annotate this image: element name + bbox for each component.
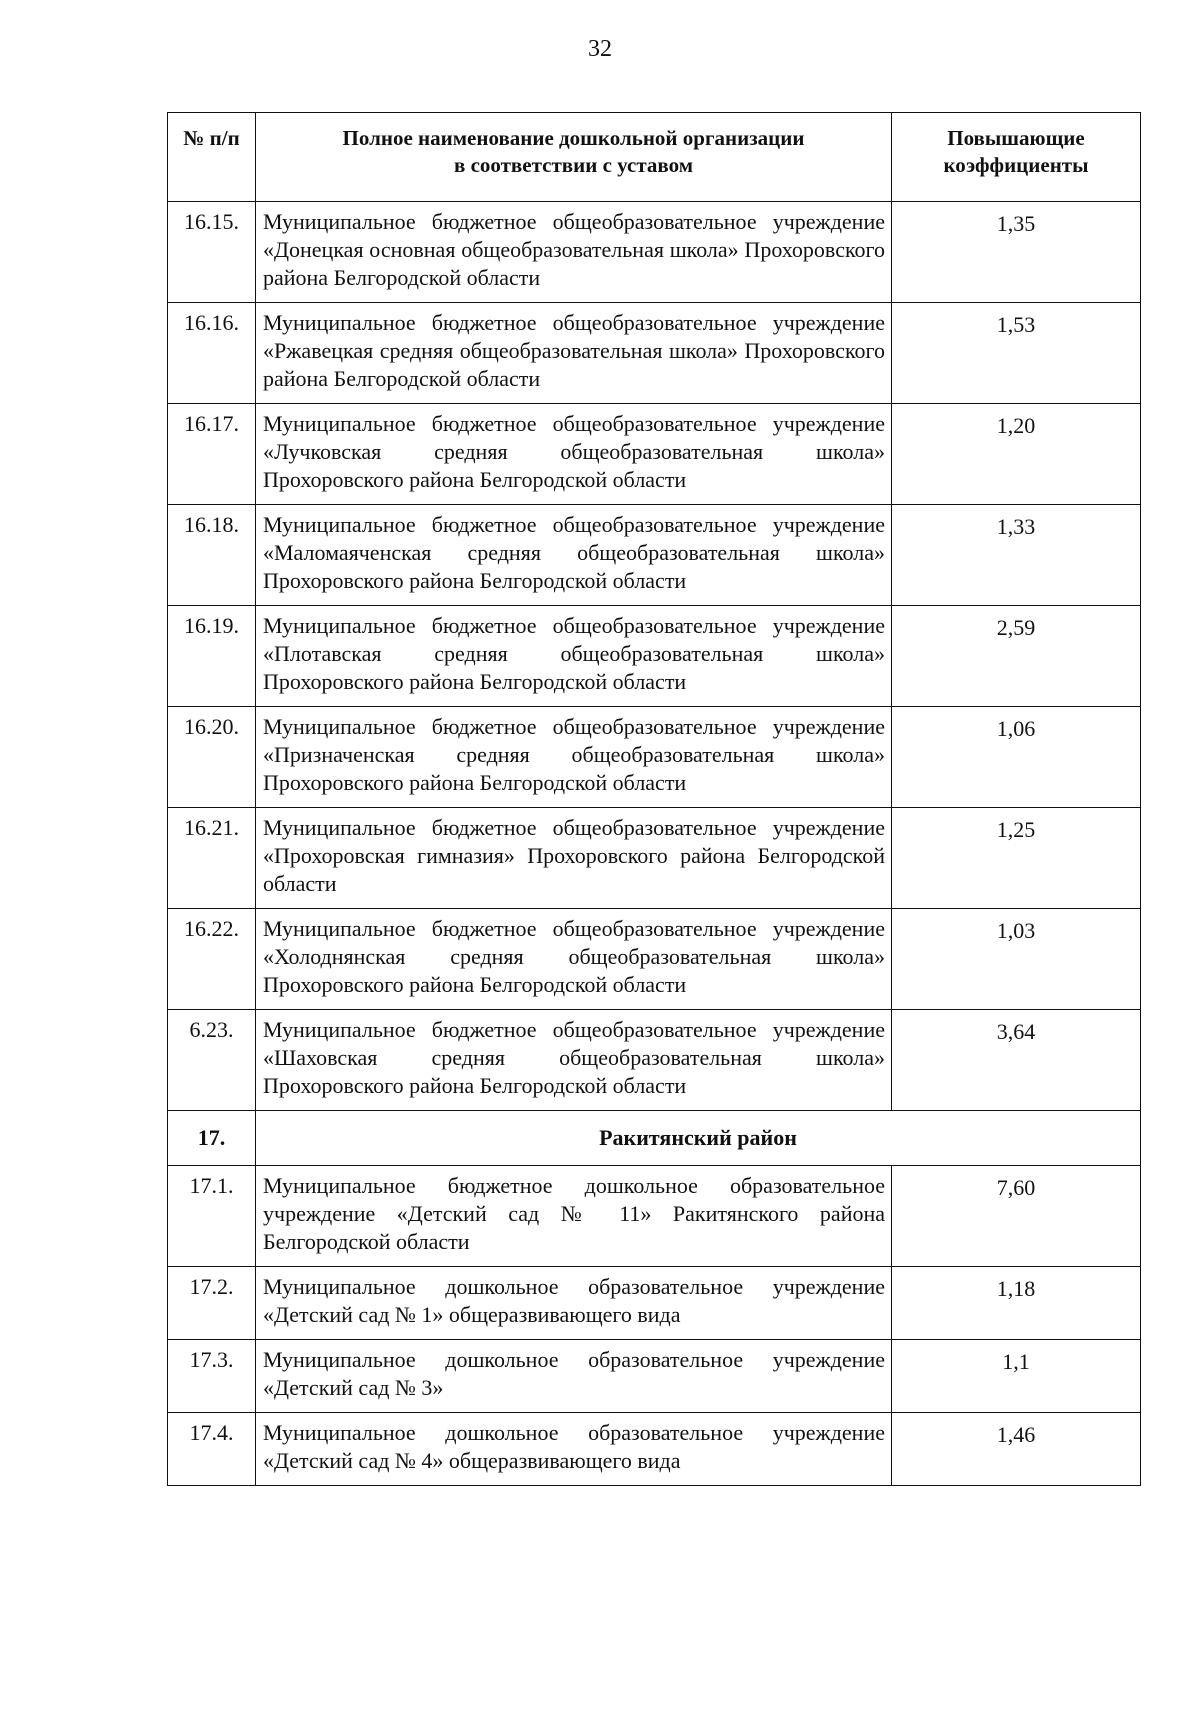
row-num: 16.15. (168, 202, 256, 303)
row-num: 16.18. (168, 505, 256, 606)
row-coef: 1,25 (892, 808, 1141, 909)
header-coef (892, 113, 1141, 202)
header-num: № п/п (168, 113, 256, 202)
row-num: 17.2. (168, 1267, 256, 1340)
page-number: 32 (588, 36, 612, 62)
header-name-line2: в соответствии с уставом (453, 153, 694, 177)
row-name: Муниципальное бюджетное общеобразовательное учреждение «Плотавская средняя общеобразовательная школа» Прохоровского района Белгородской области (256, 606, 892, 707)
row-num: 16.17. (168, 404, 256, 505)
row-num: 17.1. (168, 1166, 256, 1267)
table-row (168, 1413, 1141, 1486)
header-name (256, 113, 892, 202)
table-header-row (168, 113, 1141, 202)
row-name: Муниципальное бюджетное общеобразовательное учреждение «Маломаяченская средняя общеобразовательная школа» Прохоровского района Белгородской области (256, 505, 892, 606)
row-coef: 1,20 (892, 404, 1141, 505)
row-num: 16.19. (168, 606, 256, 707)
row-num: 17.4. (168, 1413, 256, 1486)
row-coef: 1,35 (892, 202, 1141, 303)
table-row (168, 707, 1141, 808)
table-row (168, 1340, 1141, 1413)
row-coef: 7,60 (892, 1166, 1141, 1267)
table-row (168, 202, 1141, 303)
row-num: 16.21. (168, 808, 256, 909)
row-coef: 1,46 (892, 1413, 1141, 1486)
row-coef: 1,1 (892, 1340, 1141, 1413)
row-name: Муниципальное бюджетное общеобразовательное учреждение «Прохоровская гимназия» Прохоровского района Белгородской области (256, 808, 892, 909)
row-name: Муниципальное дошкольное образовательное учреждение «Детский сад № 4» общеразвивающего вида (256, 1413, 892, 1486)
table-row (168, 404, 1141, 505)
row-name: Муниципальное дошкольное образовательное учреждение «Детский сад № 1» общеразвивающего вида (256, 1267, 892, 1340)
header-coef-line1: Повышающие (947, 126, 1085, 150)
row-name: Муниципальное бюджетное общеобразовательное учреждение «Донецкая основная общеобразовательная школа» Прохоровского района Белгородской области (256, 202, 892, 303)
row-name: Муниципальное бюджетное дошкольное образовательное учреждение «Детский сад № 11» Ракитянского района Белгородской области (256, 1166, 892, 1267)
table-row (168, 1010, 1141, 1111)
row-name: Муниципальное дошкольное образовательное учреждение «Детский сад № 3» (256, 1340, 892, 1413)
row-num: 16.22. (168, 909, 256, 1010)
row-num: 6.23. (168, 1010, 256, 1111)
section-row (168, 1111, 1141, 1166)
row-num: 16.16. (168, 303, 256, 404)
row-coef: 1,33 (892, 505, 1141, 606)
section-title: Ракитянский район (256, 1111, 1141, 1166)
row-num: 16.20. (168, 707, 256, 808)
row-coef: 1,03 (892, 909, 1141, 1010)
row-num: 17.3. (168, 1340, 256, 1413)
row-coef: 1,53 (892, 303, 1141, 404)
table-row (168, 606, 1141, 707)
row-name: Муниципальное бюджетное общеобразовательное учреждение «Призначенская средняя общеобразовательная школа» Прохоровского района Белгородской области (256, 707, 892, 808)
row-name: Муниципальное бюджетное общеобразовательное учреждение «Лучковская средняя общеобразовательная школа» Прохоровского района Белгородской области (256, 404, 892, 505)
table-row (168, 808, 1141, 909)
header-name-line1: Полное наименование дошкольной организации (342, 126, 805, 150)
table-row (168, 1267, 1141, 1340)
row-coef: 1,06 (892, 707, 1141, 808)
table-row (168, 909, 1141, 1010)
row-name: Муниципальное бюджетное общеобразовательное учреждение «Шаховская средняя общеобразовательная школа» Прохоровского района Белгородской области (256, 1010, 892, 1111)
row-name: Муниципальное бюджетное общеобразовательное учреждение «Холоднянская средняя общеобразовательная школа» Прохоровского района Белгородской области (256, 909, 892, 1010)
row-coef: 3,64 (892, 1010, 1141, 1111)
row-name: Муниципальное бюджетное общеобразовательное учреждение «Ржавецкая средняя общеобразовательная школа» Прохоровского района Белгородской области (256, 303, 892, 404)
table-row (168, 1166, 1141, 1267)
header-coef-line2: коэффициенты (943, 153, 1089, 177)
row-coef: 2,59 (892, 606, 1141, 707)
table-row (168, 303, 1141, 404)
table-row (168, 505, 1141, 606)
coefficients-table (167, 112, 1141, 1486)
section-num: 17. (168, 1111, 256, 1166)
row-coef: 1,18 (892, 1267, 1141, 1340)
